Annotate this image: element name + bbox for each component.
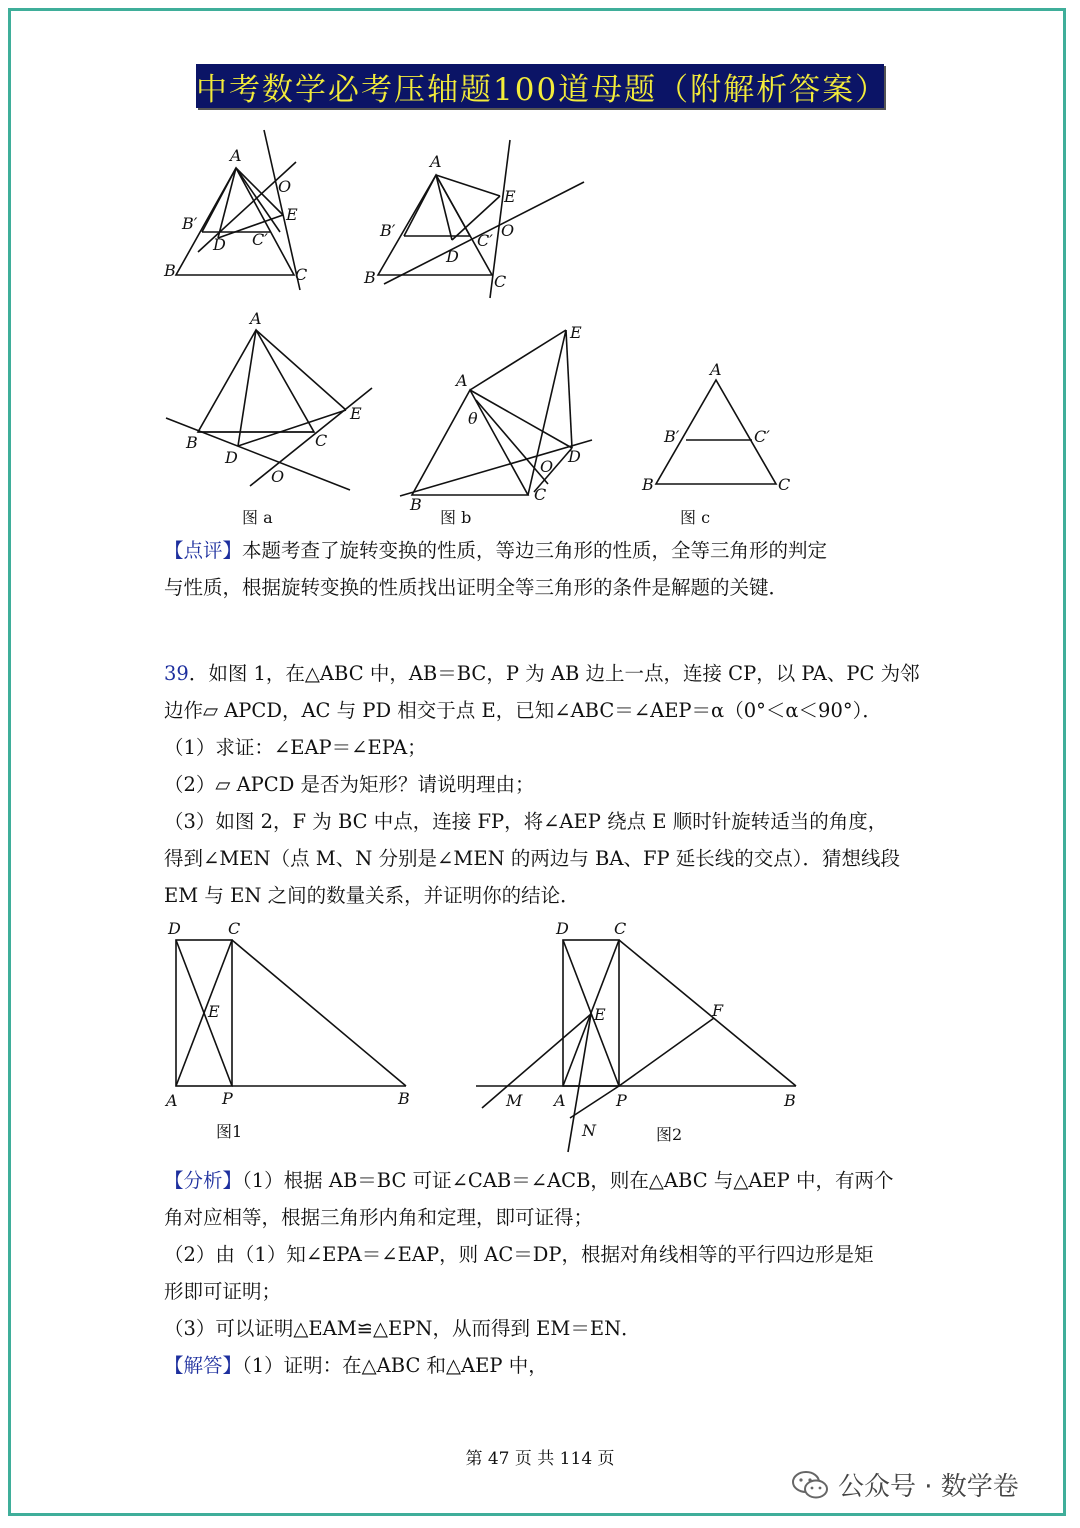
figb-label: O [540, 457, 554, 476]
p39fig1-caption: 图1 [216, 1122, 243, 1141]
answer-text: （1）证明：在△ABC 和△AEP 中， [242, 1354, 548, 1377]
watermark [790, 1466, 1019, 1503]
figb-label: C [534, 485, 547, 504]
fig1-label: B′ [182, 214, 198, 233]
figa-label: D [225, 448, 238, 467]
question-1: （1）求证：∠EAP＝∠EPA； [164, 736, 427, 759]
question-3: （3）如图 2，F 为 BC 中点，连接 FP，将∠AEP 绕点 E 顺时针旋转适当的角度， [164, 810, 888, 833]
question-2: （2）▱ APCD 是否为矩形？请说明理由； [164, 773, 535, 796]
fig1-label: C′ [252, 230, 268, 249]
p39fig1-label: A [166, 1091, 178, 1110]
fig1-label: C [295, 265, 308, 284]
analysis-line: （3）可以证明△EAM≌△EPN，从而得到 EM＝EN． [164, 1317, 641, 1340]
figure-top-left [163, 130, 307, 290]
problem-line [164, 655, 924, 692]
analysis-line: 角对应相等，根据三角形内角和定理，即可证得； [164, 1206, 594, 1229]
figc-label: C [778, 475, 791, 494]
figure-a [166, 309, 372, 527]
fig1-label: D [213, 235, 226, 254]
figure-top-right [363, 140, 584, 298]
review-line [164, 532, 924, 569]
figb-caption: 图 b [440, 508, 472, 527]
analysis-line [164, 1162, 924, 1199]
page-title: 中考数学必考压轴题100道母题（附解析答案） [196, 64, 884, 108]
p39fig2-label: D [556, 919, 569, 938]
problem-line: 边作▱ APCD，AC 与 PD 相交于点 E，已知∠ABC＝∠AEP＝α（0°＜α＜90°）． [164, 699, 882, 722]
figa-label: O [271, 467, 285, 486]
figa-caption: 图 a [242, 508, 273, 527]
review-text: 本题考查了旋转变换的性质，等边三角形的性质，全等三角形的判定 [242, 539, 828, 562]
fig1-label: B [164, 261, 176, 280]
fig1-label: E [286, 205, 298, 224]
review-line: 与性质，根据旋转变换的性质找出证明全等三角形的条件是解题的关键． [164, 576, 789, 599]
fig1-label: A [230, 146, 242, 165]
problem-figure-1 [164, 919, 410, 1141]
fig2-label: O [501, 221, 515, 240]
watermark-text: 公众号 · 数学卷 [838, 1472, 1019, 1502]
fig2-label: C [494, 272, 507, 291]
problem-figure-2 [476, 919, 796, 1152]
figc-label: A [710, 360, 722, 379]
fig1-label: O [278, 177, 292, 196]
figc-label: B [642, 475, 654, 494]
p39fig2-label: E [594, 1005, 606, 1024]
figb-label: θ [468, 409, 478, 428]
p39fig2-label: F [712, 1001, 724, 1020]
fig2-label: B′ [380, 221, 396, 240]
page-number: 第 47 页 共 114 页 [465, 1449, 615, 1469]
p39fig1-label: E [208, 1002, 220, 1021]
p39fig2-label: M [506, 1091, 523, 1110]
fig2-label: A [430, 152, 442, 171]
p39fig2-label: A [554, 1091, 566, 1110]
figure-b [400, 323, 592, 527]
p39fig1-label: B [398, 1089, 410, 1108]
p39fig2-label: B [784, 1091, 796, 1110]
p39fig2-label: C [614, 919, 627, 938]
p39fig1-label: P [222, 1089, 233, 1108]
analysis-line: 形即可证明； [164, 1280, 282, 1303]
wechat-icon [790, 1469, 830, 1501]
answer-tag: 【解答】 [164, 1354, 243, 1377]
figa-label: E [350, 404, 362, 423]
figb-label: B [410, 495, 422, 514]
answer-line [164, 1347, 924, 1384]
review-tag: 【点评】 [164, 539, 243, 562]
problem-number: 39 [164, 662, 189, 685]
figb-label: A [456, 371, 468, 390]
figa-label: A [250, 309, 262, 328]
fig2-label: B [364, 268, 376, 287]
p39fig1-label: D [168, 919, 181, 938]
question-3: 得到∠MEN（点 M、N 分别是∠MEN 的两边与 BA、FP 延长线的交点）．猜想线段 [164, 847, 901, 870]
figc-caption: 图 c [680, 508, 711, 527]
figure-c [641, 360, 790, 527]
figa-label: C [315, 431, 328, 450]
figc-label: B′ [664, 427, 680, 446]
p39fig2-caption: 图2 [656, 1125, 683, 1144]
p39fig2-label: P [616, 1091, 627, 1110]
fig2-label: C′ [477, 231, 493, 250]
analysis-tag: 【分析】 [164, 1169, 243, 1192]
p39fig1-label: C [228, 919, 241, 938]
figb-label: E [570, 323, 582, 342]
analysis-text: （1）根据 AB＝BC 可证∠CAB＝∠ACB，则在△ABC 与△AEP 中，有两个 [242, 1169, 894, 1192]
analysis-line: （2）由（1）知∠EPA＝∠EAP，则 AC＝DP，根据对角线相等的平行四边形是矩 [164, 1243, 874, 1266]
fig2-label: E [504, 187, 516, 206]
figb-label: D [568, 447, 581, 466]
question-3: EM 与 EN 之间的数量关系，并证明你的结论． [164, 884, 580, 907]
p39fig2-label: N [582, 1121, 596, 1140]
figa-label: B [186, 433, 198, 452]
figc-label: C′ [754, 427, 770, 446]
problem-text: ．如图 1，在△ABC 中，AB＝BC，P 为 AB 边上一点，连接 CP，以 PA、PC 为邻 [188, 662, 920, 685]
fig2-label: D [446, 247, 459, 266]
